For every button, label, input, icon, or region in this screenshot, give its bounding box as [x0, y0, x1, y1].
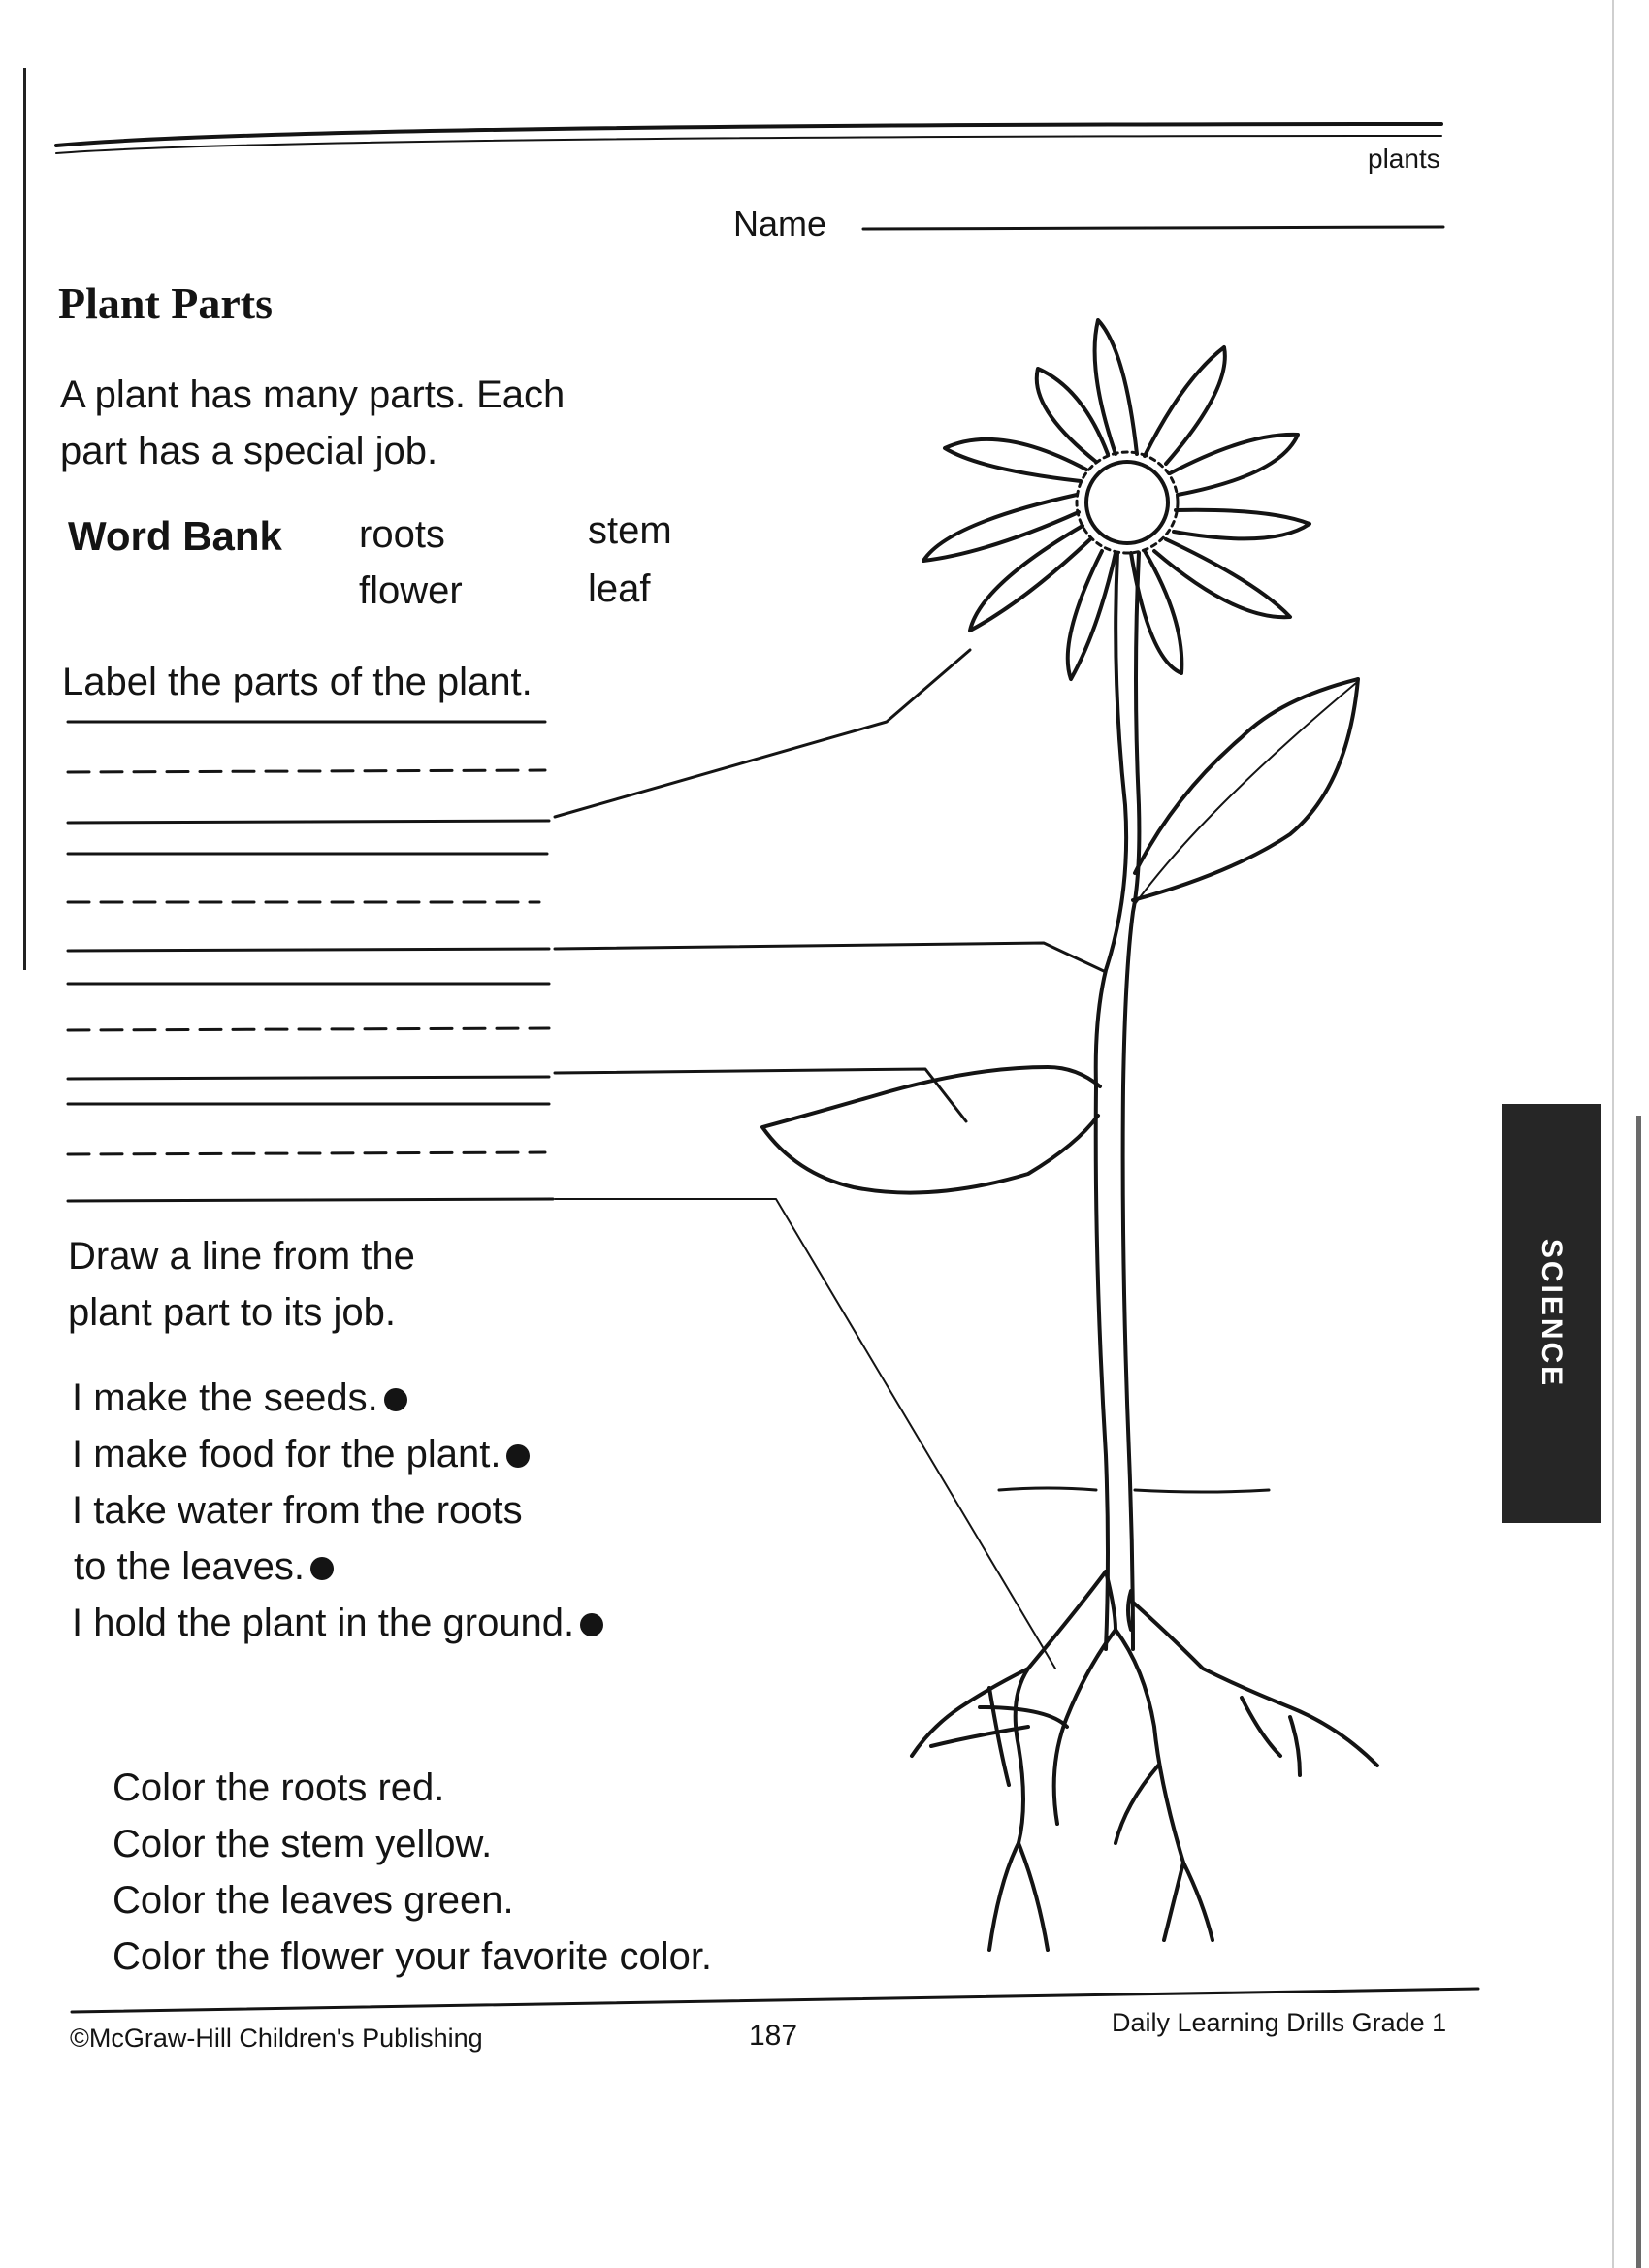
job-text: I make food for the plant.	[72, 1433, 501, 1475]
series-title: Daily Learning Drills Grade 1	[1112, 2008, 1447, 2037]
color-instruction: Color the flower your favorite color.	[113, 1935, 713, 1978]
left-leaf-drawing	[762, 1067, 1100, 1193]
header-rule	[56, 136, 1441, 153]
leader-lines	[555, 650, 1106, 1669]
footer-rule	[72, 1989, 1478, 2012]
color-instruction: Color the stem yellow.	[113, 1823, 493, 1865]
category-label: plants	[1368, 144, 1440, 174]
right-leaf-drawing	[1133, 679, 1358, 904]
word-bank-word: stem	[588, 509, 672, 552]
intro-line-1: A plant has many parts. Each	[60, 373, 566, 416]
side-tab-label: SCIENCE	[1536, 1238, 1568, 1389]
stem-drawing	[1096, 553, 1140, 1649]
name-answer-line	[863, 227, 1443, 229]
word-bank-word: roots	[359, 513, 445, 556]
copyright: ©McGraw-Hill Children's Publishing	[70, 2024, 483, 2053]
ground-line	[999, 1488, 1269, 1492]
label-instruction: Label the parts of the plant.	[62, 661, 533, 703]
roots-drawing	[912, 1571, 1377, 1950]
draw-instruction-line-1: Draw a line from the	[68, 1235, 415, 1278]
color-instruction: Color the leaves green.	[113, 1879, 514, 1922]
word-bank-word: leaf	[588, 567, 651, 610]
name-label: Name	[733, 204, 827, 243]
job-text: to the leaves.	[74, 1545, 305, 1588]
job-item: I take water from the roots	[72, 1489, 523, 1532]
answer-lines	[68, 722, 553, 1201]
intro-line-2: part has a special job.	[60, 430, 438, 472]
page-number: 187	[749, 2020, 798, 2052]
header-rule	[56, 124, 1441, 146]
draw-instruction-line-2: plant part to its job.	[68, 1291, 396, 1334]
job-text: I hold the plant in the ground.	[72, 1602, 575, 1644]
page-title: Plant Parts	[58, 278, 274, 328]
color-instruction: Color the roots red.	[113, 1766, 445, 1809]
job-text: I make the seeds.	[72, 1377, 378, 1419]
word-bank-label: Word Bank	[68, 513, 282, 559]
word-bank-word: flower	[359, 569, 463, 612]
